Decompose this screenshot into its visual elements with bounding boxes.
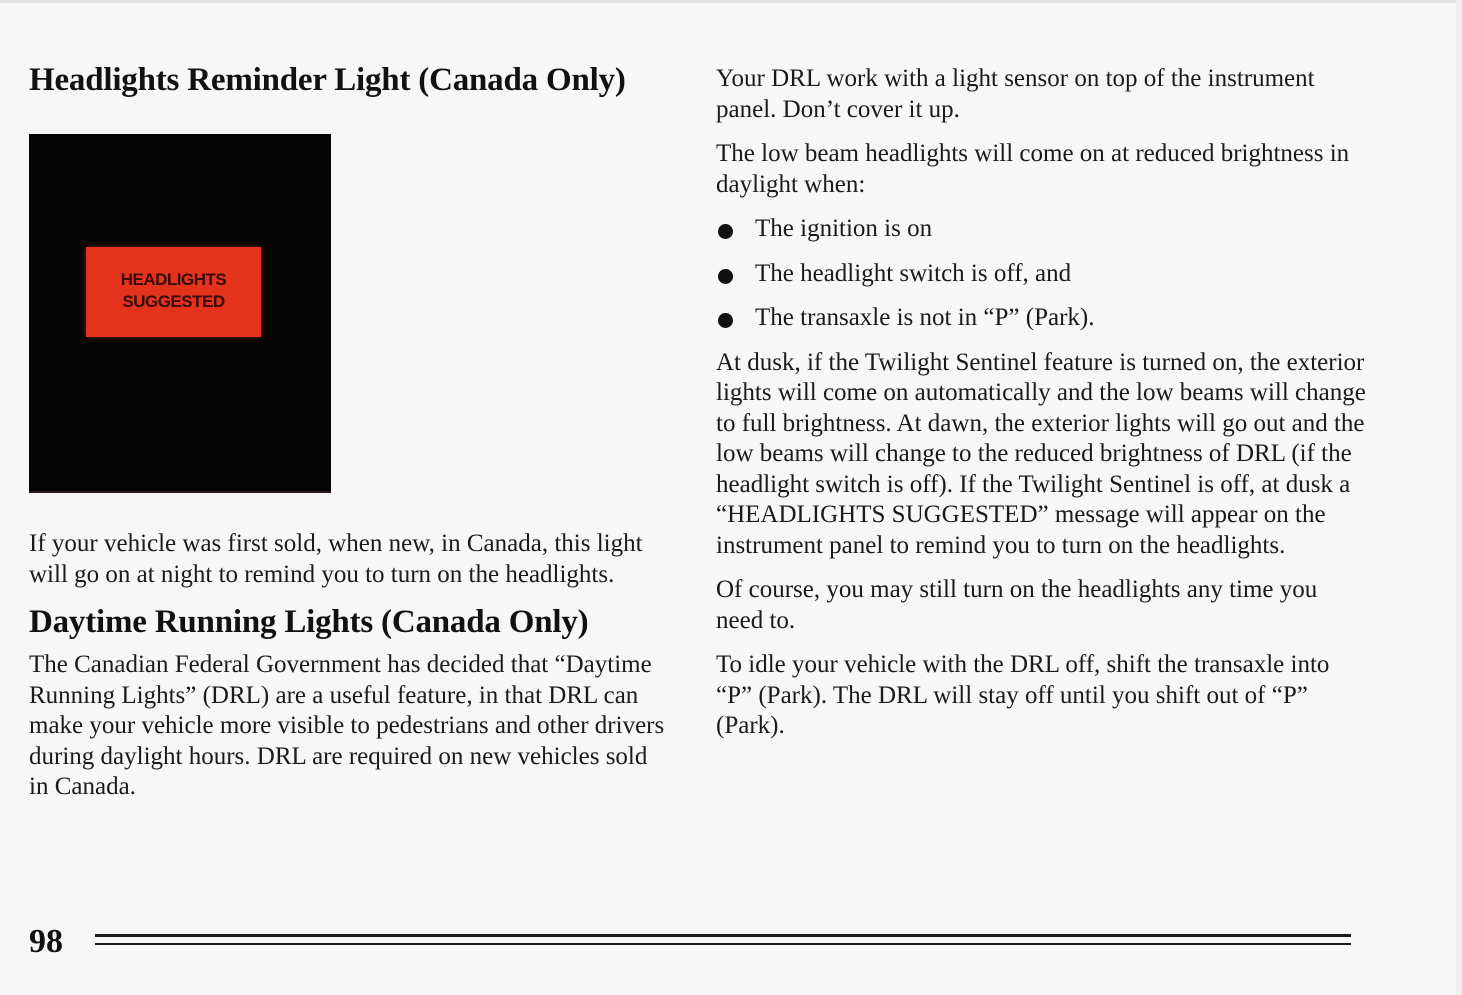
footer-rule-bottom [95, 943, 1351, 945]
left-column [29, 60, 669, 803]
paragraph-twilight-sentinel: At dusk, if the Twilight Sentinel feature is turned on, the exterior lights will come on automatically and the low beams will change to full brightness. At dawn, the exterior lights will go out and the low beams will change to the reduced brightness of DRL (if the headlight switch is off). If the Twilight Sentinel is off, at dusk a “HEADLIGHTS SUGGESTED” message will appear on the instrument panel to remind you to turn on the headlights. [716, 348, 1366, 559]
indicator-line-2: SUGGESTED [122, 292, 225, 311]
list-item-text: The headlight switch is off, and [755, 259, 1072, 287]
paragraph-light-sensor: Your DRL work with a light sensor on top of the instrument panel. Don’t cover it up. [716, 65, 1315, 123]
paragraph-drl-description: The Canadian Federal Government has decided that “Daytime Running Lights” (DRL) are a useful feature, in that DRL can make your vehicle more visible to pedestrians and other drivers during daylight hours. DRL are required on new vehicles sold in Canada. [29, 651, 665, 800]
heading-daytime-running-lights: Daytime Running Lights (Canada Only) [29, 604, 589, 640]
page-right-edge [1456, 0, 1462, 995]
footer-rule-top [95, 934, 1351, 937]
indicator-lamp [86, 247, 261, 337]
conditions-list [716, 214, 1366, 333]
page-top-edge [0, 0, 1462, 3]
headlights-suggested-indicator-image [29, 134, 331, 493]
paragraph-low-beam-conditions: The low beam headlights will come on at reduced brightness in daylight when: [716, 140, 1350, 198]
paragraph-idle-vehicle: To idle your vehicle with the DRL off, shift the transaxle into “P” (Park). The DRL will stay off until you shift out of “P” (Park). [716, 651, 1330, 739]
list-item-text: The transaxle is not in “P” (Park). [755, 304, 1095, 331]
bullet-icon [718, 313, 733, 328]
page-footer [29, 922, 1351, 962]
list-item [716, 303, 1366, 333]
bullet-icon [718, 224, 733, 239]
indicator-line-1: HEADLIGHTS [120, 270, 227, 289]
right-column [716, 64, 1366, 756]
page-number: 98 [29, 923, 63, 960]
bullet-icon [718, 269, 733, 284]
paragraph-reminder-description: If your vehicle was first sold, when new, in Canada, this light will go on at night to remind you to turn on the headlights. [29, 530, 643, 588]
paragraph-of-course: Of course, you may still turn on the headlights any time you need to. [716, 576, 1318, 634]
heading-headlights-reminder: Headlights Reminder Light (Canada Only) [29, 62, 626, 98]
list-item [716, 259, 1366, 289]
list-item [716, 214, 1366, 244]
indicator-lamp-text [86, 269, 261, 313]
list-item-text: The ignition is on [755, 215, 933, 242]
